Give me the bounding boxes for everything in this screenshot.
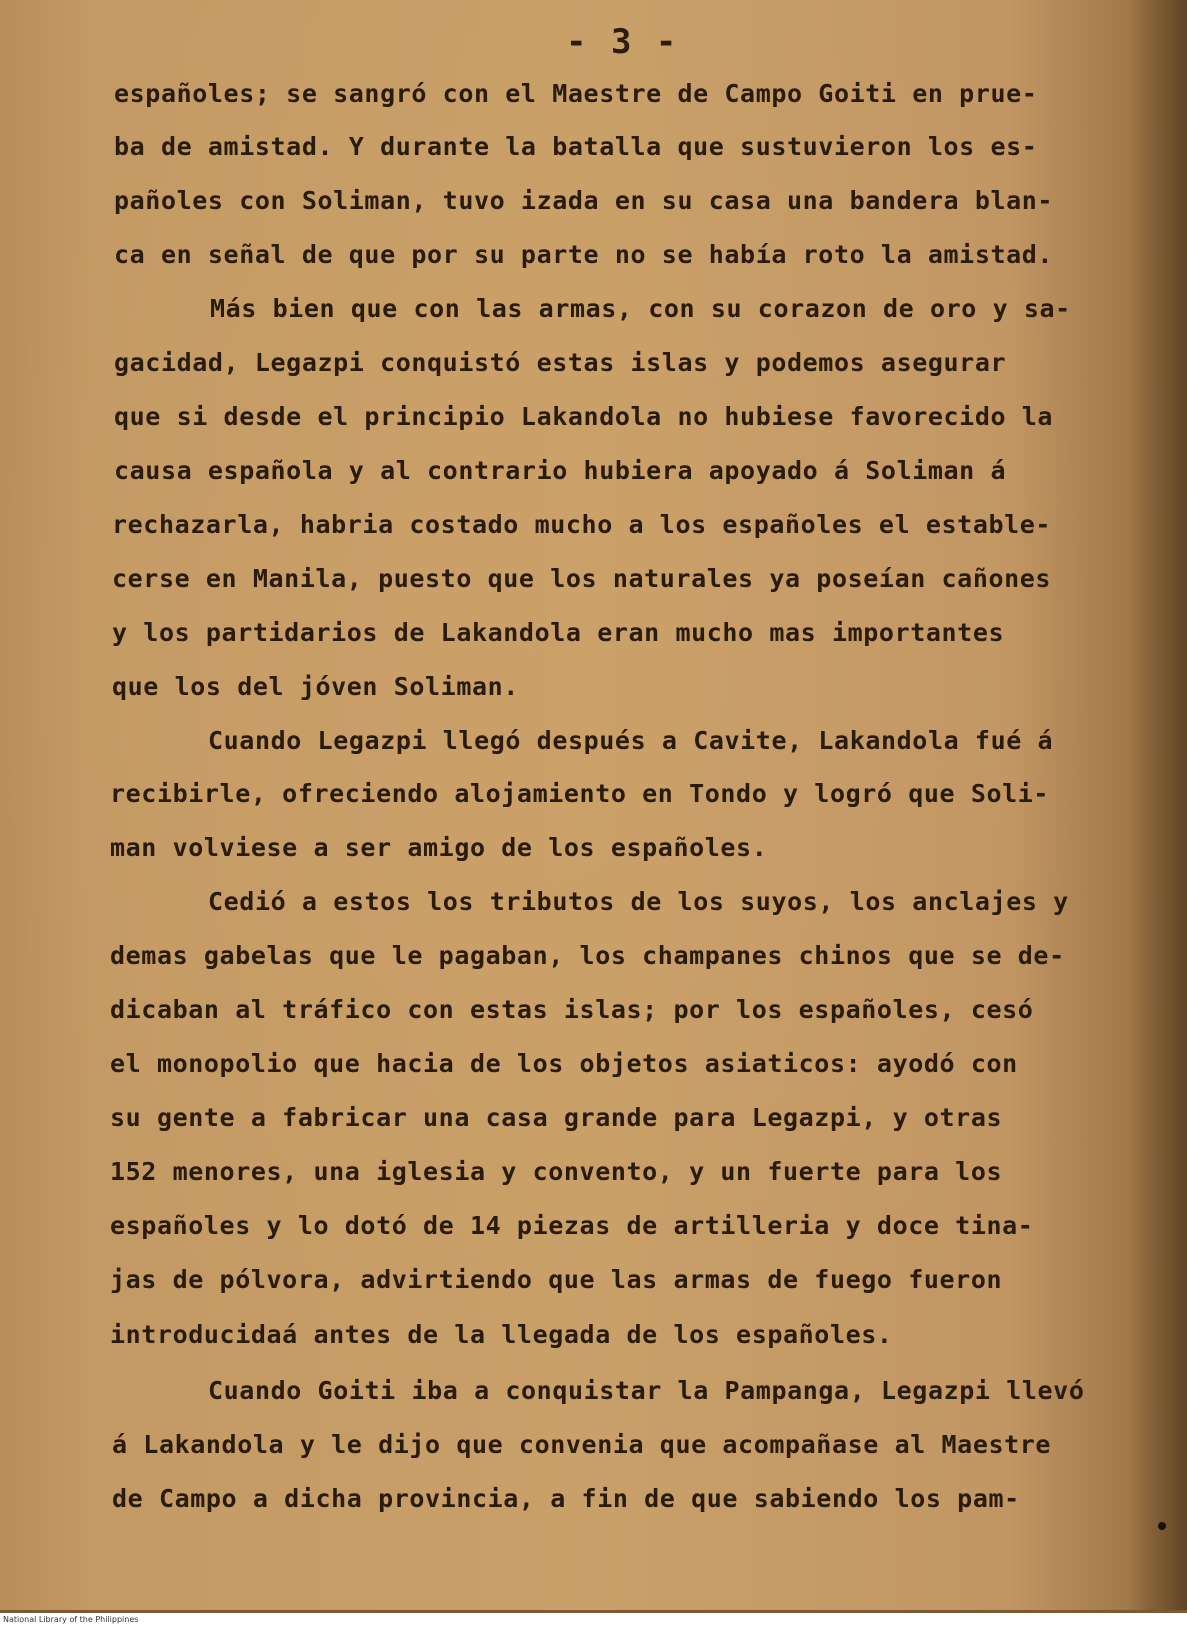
page-shadow-edge (1127, 0, 1187, 1610)
text-line-15: man volviese a ser amigo de los españoles. (110, 833, 768, 862)
text-line-24: introducidaá antes de la llegada de los españoles. (110, 1320, 893, 1349)
text-line-17: demas gabelas que le pagaban, los champanes chinos que se de- (110, 941, 1065, 970)
text-line-10: cerse en Manila, puesto que los naturales ya poseían cañones (112, 564, 1052, 593)
text-line-8: causa española y al contrario hubiera apoyado á Soliman á (114, 456, 1007, 485)
text-line-7: que si desde el principio Lakandola no hubiese favorecido la (114, 402, 1054, 431)
text-line-1: españoles; se sangró con el Maestre de Campo Goiti en prue- (114, 79, 1038, 108)
text-line-25: Cuando Goiti iba a conquistar la Pampanga, Legazpi llevó (208, 1376, 1085, 1405)
text-line-4: ca en señal de que por su parte no se había roto la amistad. (114, 240, 1054, 269)
text-line-23: jas de pólvora, advirtiendo que las armas de fuego fueron (110, 1265, 1003, 1294)
text-line-21: 152 menores, una iglesia y convento, y un fuerte para los (110, 1157, 1003, 1186)
text-line-19: el monopolio que hacia de los objetos asiaticos: ayodó con (110, 1049, 1018, 1078)
page-number: - 3 - (566, 22, 679, 62)
text-line-18: dicaban al tráfico con estas islas; por los españoles, cesó (110, 995, 1034, 1024)
text-line-12: que los del jóven Soliman. (112, 672, 519, 701)
text-line-16: Cedió a estos los tributos de los suyos, los anclajes y (208, 887, 1069, 916)
text-line-27: de Campo a dicha provincia, a fin de que sabiendo los pam- (112, 1484, 1020, 1513)
text-line-3: pañoles con Soliman, tuvo izada en su casa una bandera blan- (114, 186, 1054, 215)
text-line-9: rechazarla, habria costado mucho a los españoles el estable- (112, 510, 1052, 539)
text-line-13: Cuando Legazpi llegó después a Cavite, Lakandola fué á (208, 726, 1054, 755)
footer-strip (0, 1613, 1187, 1628)
text-line-5: Más bien que con las armas, con su corazon de oro y sa- (210, 294, 1071, 323)
text-line-6: gacidad, Legazpi conquistó estas islas y podemos asegurar (114, 348, 1007, 377)
library-credit: National Library of the Philippines (3, 1615, 139, 1624)
text-line-11: y los partidarios de Lakandola eran mucho mas importantes (112, 618, 1005, 647)
text-line-2: ba de amistad. Y durante la batalla que sustuvieron los es- (114, 132, 1038, 161)
text-line-22: españoles y lo dotó de 14 piezas de artilleria y doce tina- (110, 1211, 1034, 1240)
text-line-14: recibirle, ofreciendo alojamiento en Tondo y logró que Soli- (110, 779, 1050, 808)
binding-hole-mark (1158, 1522, 1166, 1530)
text-line-26: á Lakandola y le dijo que convenia que acompañase al Maestre (112, 1430, 1052, 1459)
text-line-20: su gente a fabricar una casa grande para Legazpi, y otras (110, 1103, 1003, 1132)
